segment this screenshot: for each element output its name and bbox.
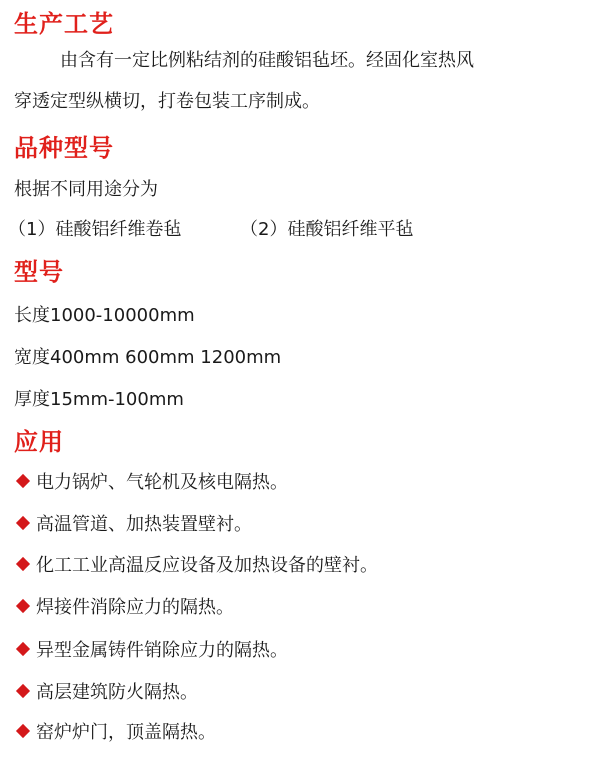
application-item bbox=[16, 510, 252, 536]
diamond-bullet-icon bbox=[16, 642, 30, 656]
diamond-bullet-icon bbox=[16, 557, 30, 571]
model-width: 宽度400mm 600mm 1200mm bbox=[14, 347, 282, 368]
diamond-bullet-icon bbox=[16, 516, 30, 530]
application-item-text: 化工工业高温反应设备及加热设备的壁衬。 bbox=[36, 555, 378, 576]
application-item bbox=[16, 636, 288, 662]
application-item-text: 窑炉炉门，顶盖隔热。 bbox=[36, 722, 216, 743]
application-item-text: 电力锅炉、气轮机及核电隔热。 bbox=[36, 472, 288, 493]
application-item bbox=[16, 593, 234, 619]
application-item bbox=[16, 718, 216, 744]
variety-item-1: （1）硅酸铝纤维卷毡 bbox=[8, 219, 182, 240]
application-item-text: 高层建筑防火隔热。 bbox=[36, 682, 198, 703]
diamond-bullet-icon bbox=[16, 599, 30, 613]
varieties-intro: 根据不同用途分为 bbox=[14, 179, 158, 200]
process-paragraph-line-1: 由含有一定比例粘结剂的硅酸铝毡坯。经固化室热风 bbox=[60, 50, 474, 71]
diamond-bullet-icon bbox=[16, 474, 30, 488]
application-item-text: 异型金属铸件销除应力的隔热。 bbox=[36, 640, 288, 661]
application-item-text: 焊接件消除应力的隔热。 bbox=[36, 597, 234, 618]
application-item bbox=[16, 468, 288, 494]
diamond-bullet-icon bbox=[16, 724, 30, 738]
application-item bbox=[16, 551, 378, 577]
section-title-models: 型号 bbox=[14, 258, 64, 286]
section-title-process: 生产工艺 bbox=[14, 10, 114, 38]
application-item-text: 高温管道、加热装置壁衬。 bbox=[36, 514, 252, 535]
diamond-bullet-icon bbox=[16, 684, 30, 698]
model-length: 长度1000-10000mm bbox=[14, 305, 195, 326]
section-title-applications: 应用 bbox=[14, 428, 64, 456]
process-paragraph-line-2: 穿透定型纵横切，打卷包装工序制成。 bbox=[14, 91, 320, 112]
section-title-varieties: 品种型号 bbox=[14, 134, 114, 162]
variety-item-2: （2）硅酸铝纤维平毡 bbox=[240, 219, 414, 240]
model-thickness: 厚度15mm-100mm bbox=[14, 389, 184, 410]
application-item bbox=[16, 678, 198, 704]
